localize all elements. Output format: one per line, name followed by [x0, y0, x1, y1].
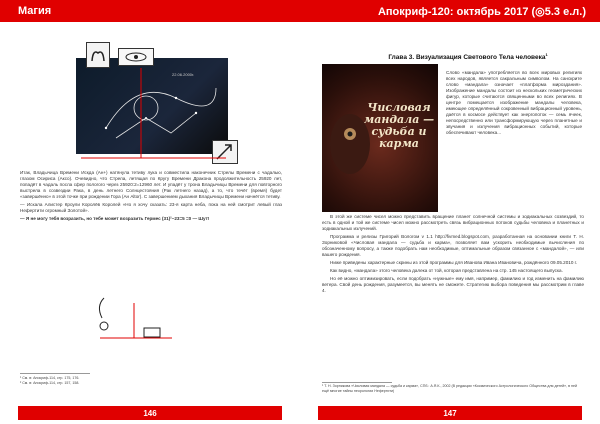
book-cover-title: Числовая мандала — судьба и карма	[363, 101, 435, 150]
right-paragraph-2: Программа и релизы Григорий Вологом v 1.1 http://fivmed.blogspot.com, разработанная на основании книги Т. Н. Зорниковой «Числовая мандала — судьба и карма», позволяет вам ускорить необходимые вычисления по обозначенному вопросу, а также подобрать нам необходимые, оптимальные образом связанное с «мандалой», — или вашего рождения.	[322, 234, 584, 257]
left-header-title: Магия	[18, 5, 52, 17]
right-paragraph-5: Но её можно оптимизировать, если подобрать «нужные» ему имя, например, фамилию и год изменить на фамилию ветера. Свой день рождения, разумеется, вы менять не сможете. Стратегию выбора поведения мы рассмотрим в главе 4.	[322, 276, 584, 293]
right-footer	[318, 406, 582, 420]
right-main-text	[322, 214, 584, 294]
right-paragraph-1: В этой же системе чисел можно представить вращение планет солнечной системы и зодиакальных созвездий, то есть в одной и той же системе чисел можно рассмотреть связь вибрационных потоков судьбы человека и планетных и зодиакальных излучений.	[322, 214, 584, 231]
right-header	[300, 0, 600, 22]
left-page-number: 146	[143, 408, 157, 418]
right-footnote: ¹ Т. Н. Зорникова «Числовая мандала — судьба и карма», СПб.: А.Я.К., 2002 (В редакции «Космического Астрологического Общества для детей», в ней ещё многие тайны неорологии Нефертити)	[322, 384, 577, 393]
arrow-overlay	[76, 58, 246, 168]
left-footnote-1: ¹ См. в: Апокриф-114, стр. 175, 176.	[20, 376, 80, 380]
left-footnotes	[20, 376, 220, 386]
image-date-caption: 22.06.2000г.	[172, 72, 195, 77]
left-footnote-2: ² См. в: Апокриф-114, стр. 157, 158.	[20, 381, 80, 385]
book-cover-image	[322, 64, 438, 212]
cover-face-art	[322, 64, 438, 212]
bow-arrow-diagram	[92, 288, 182, 353]
cover-side-text: Слово «мандала» употребляется во всех мировых религиях всех народов, является сакральным символом. На санскрите слово «мандала» означает «платформа мироздания». Изображение мандалы состоит из нескольких геометрических фигур, которые считаются священными во всех религиях. В центре помещается изображение мандалы человека, имеющее определённый сокровенный вибрационный уровень, даётся в космосе действует как энергопоток — семь ячеек, непосредственно или трансформирующую через планетные и звучания и излучения вибрационных событий, которые обеспечивают человека...	[446, 70, 582, 135]
left-header	[0, 0, 300, 22]
right-page-number: 147	[443, 408, 457, 418]
left-paragraph-1: Итак, Владычица Времени Искда (Aн+) натянула тетиву лука и совместила наконечник Стрелы Времени с чадалью, глазом Осириса (Аксо). Очевидно, что Стрела, летящая по Кругу Времени Дракона продолжительность 25920 лет, попадёт в чадаль посла сфер пологого через 25920:2=12960 лет. И упадёт у трона Владычицы Времени для повторного выстрела в созвездии Рака, в день летнего Солнцестояния (Рак летнего назад), а то, что течёт (время) будет «завершённо» в этой точке при рождении Гора (Aн Altor). С завершением дыхания Владычицы Времени начнётся тетиву.	[20, 170, 282, 199]
left-paragraph-3: — Я не могу тебя возразить, но тебе может возразить Гермес (31)²−23=5 =0 — Шут!	[20, 216, 210, 221]
chapter-title-text: Глава 3. Визуализация Светового Тела человека	[388, 54, 546, 62]
right-footnote-separator	[322, 382, 392, 383]
left-paragraph-2: — Искала Алистер Кроули Королёв Королей «Но я хочу сказать: 23-я карта неба, пока на ней смотрит левый глаз Нефертити огромный Золотой».	[20, 202, 282, 213]
left-footer	[18, 406, 282, 420]
left-main-text	[20, 170, 282, 222]
right-page	[300, 0, 600, 424]
chapter-title	[352, 52, 584, 61]
left-footnote-separator	[20, 373, 90, 374]
right-paragraph-4: Как видно, «мандала» этого человека далека от той, которая представлена на стр. 145 настоящего выпуска.	[330, 268, 563, 273]
chapter-title-footnote-mark: 1	[545, 52, 548, 57]
right-paragraph-3: Ниже приведены характерные скрины из этой программы для Иванова Ивана Ивановича, рождённого 09.05.2010 г.	[330, 260, 578, 265]
right-header-title: Апокриф-120: октябрь 2017 (◎5.3 e.л.)	[377, 5, 586, 18]
